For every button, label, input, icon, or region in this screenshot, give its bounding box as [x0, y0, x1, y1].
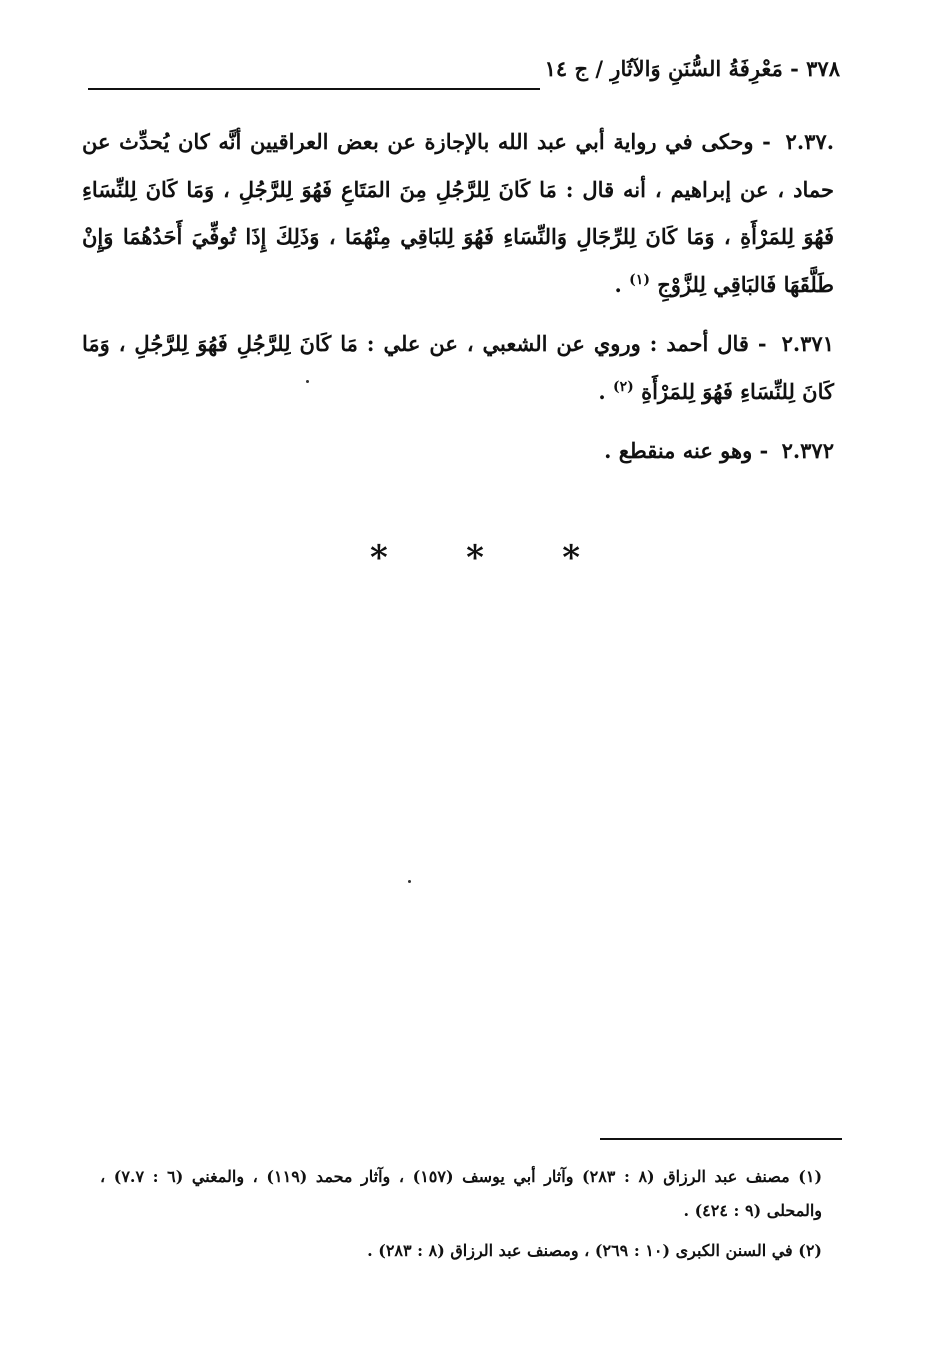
header-rule — [88, 88, 540, 90]
footnotes — [100, 1160, 822, 1274]
paragraph-text: - وهو عنه منقطع — [618, 438, 769, 463]
paragraph-number: ٢.٣٧١ — [781, 331, 834, 356]
scan-speck — [408, 880, 411, 883]
asterisk-glyph: * — [370, 538, 388, 578]
paragraph-end: . — [604, 438, 612, 463]
footnote-1: (١) مصنف عبد الرزاق (٨ : ٢٨٣) وآثار أبي يوسف (١٥٧) ، وآثار محمد (١١٩) ، والمغني (٦ : ٧.٧) ، والمحلى (٩ : ٤٢٤) . — [100, 1167, 823, 1220]
paragraph-end: . — [614, 271, 622, 297]
footnote-2: (٢) في السنن الكبرى (١٠ : ٢٦٩) ، ومصنف عبد الرزاق (٨ : ٢٨٣) . — [367, 1241, 822, 1260]
paragraph-2372 — [82, 427, 834, 475]
paragraph-2037 — [82, 118, 834, 308]
footnote-rule — [600, 1138, 842, 1140]
running-title: ٣٧٨ - مَعْرِفَةُ السُّنَنِ وَالآثَارِ / ج ١٤ — [544, 56, 840, 81]
paragraph-2371 — [82, 320, 834, 415]
asterisk-glyph: * — [562, 538, 580, 578]
paragraph-end: . — [598, 378, 606, 404]
paragraph-number: ٢.٣٧٢ — [781, 438, 834, 463]
page-header — [88, 52, 840, 92]
asterisk-glyph: * — [466, 538, 484, 578]
paragraph-text: - وحكى في رواية أبي عبد الله بالإجازة عن بعض العراقيين أنَّه كان يُحدِّث عن حماد ، عن إبراهيم ، أنه قال : مَا كَانَ لِلرَّجُلِ مِنَ المَتَاعِ فَهُوَ لِلرَّجُلِ ، وَمَا كَانَ لِلنِّسَاءِ فَهُوَ لِلمَرْأَةِ ، وَمَا كَانَ لِلرِّجَالِ وَالنِّسَاءِ فَهُوَ لِلبَاقِي مِنْهُمَا ، وَذَلِكَ إِذَا تُوفِّيَ أَحَدُهُمَا وَإِنْ طَلَّقَهَا فَالبَاقِي لِلزَّوْجِ — [82, 129, 834, 297]
scan-speck — [306, 380, 309, 383]
section-separator — [370, 538, 580, 578]
main-text — [82, 118, 834, 487]
paragraph-text: - قال أحمد : وروي عن الشعبي ، عن علي : مَا كَانَ لِلرَّجُلِ فَهُوَ لِلرَّجُلِ ، وَمَا كَانَ لِلنِّسَاءِ فَهُوَ لِلمَرْأَةِ — [82, 331, 834, 404]
footnote-reference: (٢) — [612, 378, 634, 395]
paragraph-number: .٢.٣٧ — [785, 129, 835, 154]
footnote-reference: (١) — [629, 271, 650, 288]
